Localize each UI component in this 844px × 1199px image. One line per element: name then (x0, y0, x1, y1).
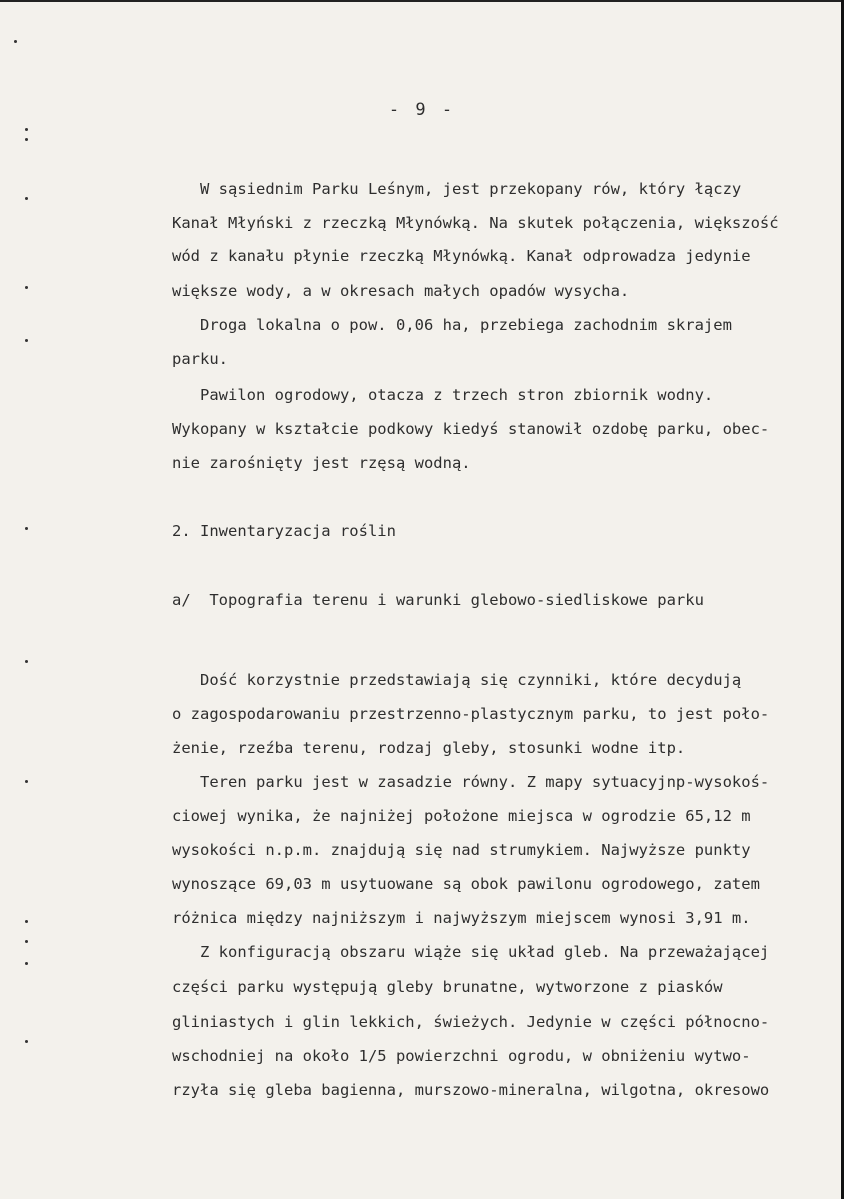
paragraph-line: wysokości n.p.m. znajdują się nad strumykiem. Najwyższe punkty (172, 841, 751, 859)
subsection-heading: a/ Topografia terenu i warunki glebowo-siedliskowe parku (172, 591, 704, 609)
section-heading: 2. Inwentaryzacja roślin (172, 522, 396, 540)
scan-speck (14, 40, 17, 43)
paragraph-line: Teren parku jest w zasadzie równy. Z mapy sytuacyjnp-wysokoś- (200, 773, 770, 791)
paragraph-line: części parku występują gleby brunatne, wytworzone z piasków (172, 978, 723, 996)
punch-hole-mark (25, 197, 28, 200)
punch-hole-mark (25, 138, 28, 141)
paragraph-line: większe wody, a w okresach małych opadów wysycha. (172, 282, 630, 300)
paragraph-line: rzyła się gleba bagienna, murszowo-mineralna, wilgotna, okresowo (172, 1081, 770, 1099)
punch-hole-mark (25, 128, 28, 131)
paragraph-line: Wykopany w kształcie podkowy kiedyś stanowił ozdobę parku, obec- (172, 420, 770, 438)
paragraph-line: wschodniej na około 1/5 powierzchni ogrodu, w obniżeniu wytwo- (172, 1047, 751, 1065)
scan-edge-top (0, 0, 844, 2)
paragraph-line: Dość korzystnie przedstawiają się czynniki, które decydują (200, 671, 742, 689)
punch-hole-mark (25, 527, 28, 530)
paragraph-line: nie zarośnięty jest rzęsą wodną. (172, 454, 471, 472)
paragraph-line: różnica między najniższym i najwyższym miejscem wynosi 3,91 m. (172, 909, 751, 927)
paragraph-line: wód z kanału płynie rzeczką Młynówką. Kanał odprowadza jedynie (172, 247, 751, 265)
punch-hole-mark (25, 940, 28, 943)
paragraph-line: ciowej wynika, że najniżej położone miejsca w ogrodzie 65,12 m (172, 807, 751, 825)
paragraph-line: żenie, rzeźba terenu, rodzaj gleby, stosunki wodne itp. (172, 739, 686, 757)
paragraph-line: parku. (172, 350, 228, 368)
paragraph-line: gliniastych i glin lekkich, świeżych. Jedynie w części północno- (172, 1013, 770, 1031)
page-number: - 9 - (388, 100, 456, 120)
paragraph-line: o zagospodarowaniu przestrzenno-plastycznym parku, to jest poło- (172, 705, 770, 723)
paragraph-line: Kanał Młyński z rzeczką Młynówką. Na skutek połączenia, większość (172, 214, 779, 232)
paragraph-line: wynoszące 69,03 m usytuowane są obok pawilonu ogrodowego, zatem (172, 875, 760, 893)
punch-hole-mark (25, 780, 28, 783)
punch-hole-mark (25, 962, 28, 965)
paragraph-line: Pawilon ogrodowy, otacza z trzech stron zbiornik wodny. (200, 386, 714, 404)
paragraph-line: W sąsiednim Parku Leśnym, jest przekopany rów, który łączy (200, 180, 742, 198)
punch-hole-mark (25, 920, 28, 923)
punch-hole-mark (25, 339, 28, 342)
paragraph-line: Z konfiguracją obszaru wiąże się układ gleb. Na przeważającej (200, 943, 770, 961)
punch-hole-mark (25, 660, 28, 663)
paragraph-line: Droga lokalna o pow. 0,06 ha, przebiega zachodnim skrajem (200, 316, 732, 334)
punch-hole-mark (25, 1040, 28, 1043)
punch-hole-mark (25, 286, 28, 289)
